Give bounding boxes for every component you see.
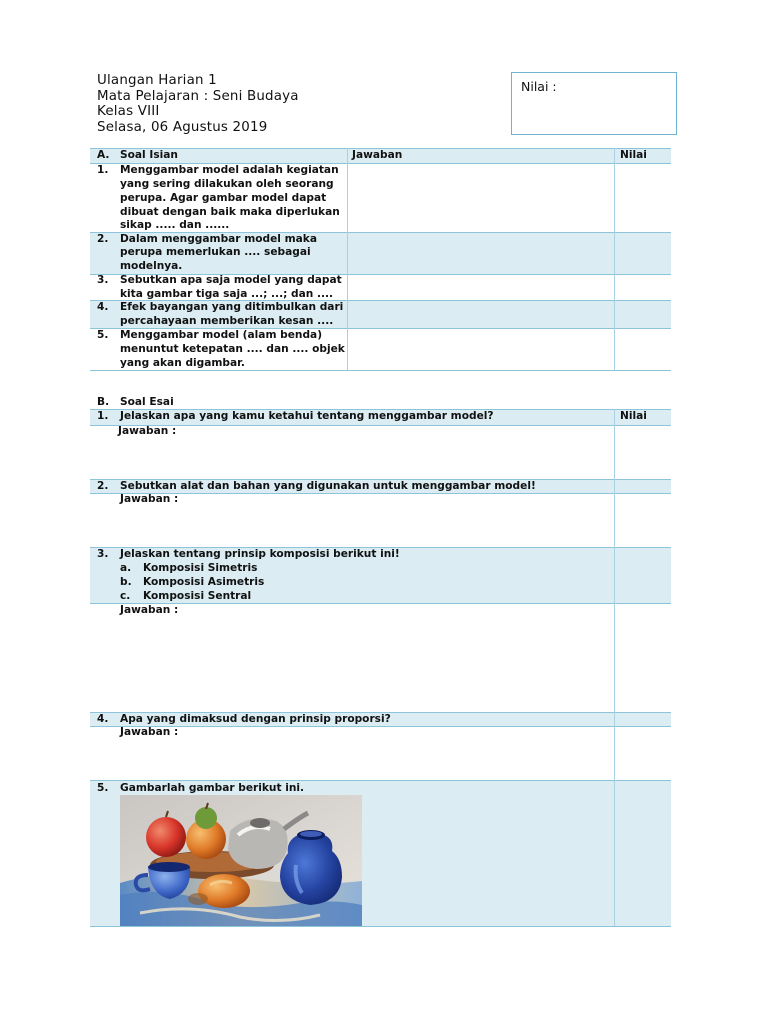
- still-life-painting: [120, 795, 362, 926]
- question-text-line: Menggambar model adalah kegiatan: [120, 164, 339, 176]
- score-cell[interactable]: [615, 781, 670, 926]
- question-text-line: percahayaan memberikan kesan ....: [120, 315, 334, 327]
- score-box-label: Nilai :: [521, 79, 557, 94]
- divider: [90, 780, 671, 781]
- question-text-line: modelnya.: [120, 260, 183, 272]
- question-text-line: perupa. Agar gambar model dapat: [120, 192, 327, 204]
- answer-cell[interactable]: [348, 329, 613, 370]
- question-text: Sebutkan alat dan bahan yang digunakan untuk menggambar model!: [120, 480, 536, 492]
- test-title: Ulangan Harian 1: [97, 73, 217, 88]
- question-text-line: yang akan digambar.: [120, 357, 245, 369]
- question-text-line: kita gambar tiga saja ...; ...; dan ....: [120, 288, 334, 300]
- answer-area[interactable]: [90, 439, 613, 479]
- score-cell[interactable]: [615, 494, 670, 547]
- question-text-line: Sebutkan apa saja model yang dapat: [120, 274, 342, 286]
- sub-item-letter: a.: [120, 562, 132, 574]
- divider: [90, 926, 671, 927]
- question-number: 2.: [97, 480, 109, 492]
- question-number: 1.: [97, 164, 109, 176]
- question-text-line: sikap ..... dan ......: [120, 219, 230, 231]
- answer-cell[interactable]: [348, 301, 613, 328]
- column-header-score: Nilai: [620, 410, 647, 422]
- question-text: Gambarlah gambar berikut ini.: [120, 782, 305, 794]
- section-b-letter: B.: [97, 396, 110, 408]
- column-header-answer: Jawaban: [352, 149, 403, 161]
- section-a-letter: A.: [97, 149, 110, 161]
- answer-area[interactable]: [90, 740, 613, 780]
- score-cell[interactable]: [615, 329, 670, 370]
- question-number: 4.: [97, 301, 109, 313]
- answer-area[interactable]: [90, 618, 613, 712]
- column-header-question: Soal Isian: [120, 149, 178, 161]
- score-cell[interactable]: [615, 301, 670, 328]
- question-number: 5.: [97, 329, 109, 341]
- divider: [90, 425, 671, 426]
- column-header-score: Nilai: [620, 149, 647, 161]
- question-text-line: dibuat dengan baik maka diperlukan: [120, 206, 340, 218]
- question-text-line: yang sering dilakukan oleh seorang: [120, 178, 334, 190]
- question-text-line: menuntut ketepatan .... dan .... objek: [120, 343, 345, 355]
- class-line: Kelas VIII: [97, 104, 160, 119]
- question-number: 3.: [97, 274, 109, 286]
- answer-label: Jawaban :: [118, 425, 177, 437]
- sub-item-text: Komposisi Asimetris: [143, 576, 265, 588]
- answer-area[interactable]: [90, 507, 613, 547]
- question-text-line: Menggambar model (alam benda): [120, 329, 323, 341]
- answer-cell[interactable]: [348, 164, 613, 232]
- score-cell[interactable]: [615, 604, 670, 712]
- question-number: 5.: [97, 782, 109, 794]
- section-b-title: Soal Esai: [120, 396, 174, 408]
- subject-line: Mata Pelajaran : Seni Budaya: [97, 89, 299, 104]
- answer-label: Jawaban :: [120, 726, 179, 738]
- question-text-line: Efek bayangan yang ditimbulkan dari: [120, 301, 344, 313]
- question-text-line: Dalam menggambar model maka: [120, 233, 317, 245]
- answer-label: Jawaban :: [120, 493, 179, 505]
- score-box[interactable]: [511, 72, 677, 135]
- question-number: 2.: [97, 233, 109, 245]
- score-cell[interactable]: [615, 275, 670, 300]
- question-text: Apa yang dimaksud dengan prinsip proporsi?: [120, 713, 391, 725]
- score-cell[interactable]: [615, 233, 670, 274]
- sub-item-text: Komposisi Sentral: [143, 590, 252, 602]
- question-number: 3.: [97, 548, 109, 560]
- question-number: 4.: [97, 713, 109, 725]
- answer-label: Jawaban :: [120, 604, 179, 616]
- question-text: Jelaskan apa yang kamu ketahui tentang menggambar model?: [120, 410, 494, 422]
- score-cell[interactable]: [615, 426, 670, 479]
- answer-cell[interactable]: [348, 275, 613, 300]
- sub-item-text: Komposisi Simetris: [143, 562, 258, 574]
- answer-cell[interactable]: [348, 233, 613, 274]
- score-cell[interactable]: [615, 727, 670, 780]
- sub-item-letter: c.: [120, 590, 131, 602]
- question-text: Jelaskan tentang prinsip komposisi berikut ini!: [120, 548, 400, 560]
- question-text-line: perupa memerlukan .... sebagai: [120, 246, 311, 258]
- sub-item-letter: b.: [120, 576, 132, 588]
- date-line: Selasa, 06 Agustus 2019: [97, 120, 268, 135]
- score-cell[interactable]: [615, 164, 670, 232]
- question-number: 1.: [97, 410, 109, 422]
